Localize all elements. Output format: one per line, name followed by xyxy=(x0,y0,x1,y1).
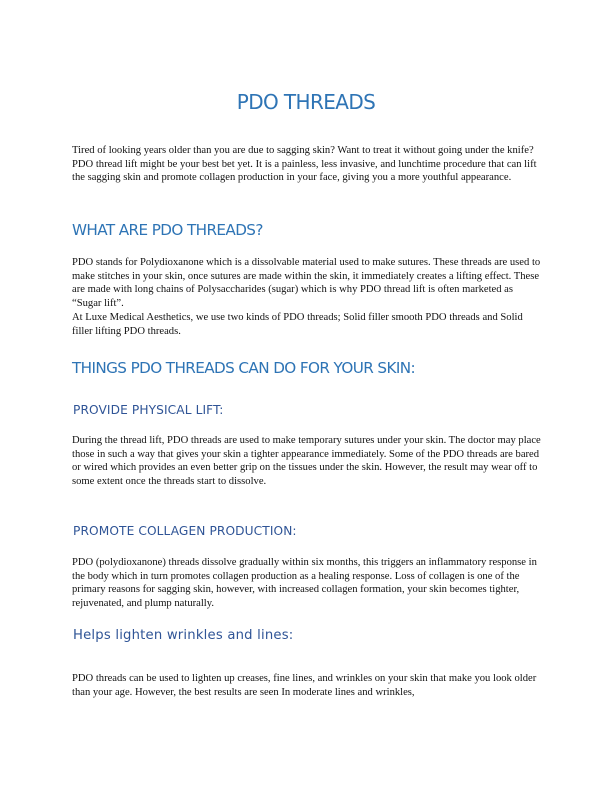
heading-what-are-pdo-threads: WHAT ARE PDO THREADS? xyxy=(72,221,263,239)
subheading-physical-lift: PROVIDE PHYSICAL LIFT: xyxy=(73,403,224,417)
page-title: PDO THREADS xyxy=(236,90,376,114)
wrinkles-paragraph: PDO threads can be used to lighten up creases, fine lines, and wrinkles on your skin that make you look older than your age. However, the best results are seen In moderate lines and wrinkles, xyxy=(72,673,537,698)
subheading-wrinkles-lines: Helps lighten wrinkles and lines: xyxy=(73,628,294,643)
what-are-paragraph-2: At Luxe Medical Aesthetics, we use two kinds of PDO threads; Solid filler smooth PDO threads and Solid filler lifting PDO threads. xyxy=(72,312,523,337)
what-are-paragraph-1: PDO stands for Polydioxanone which is a dissolvable material used to make sutures. These threads are used to make stitches in your skin, once sutures are made within the skin, it immediately creates a lifting effect. These are made with long chains of Polysaccharides (sugar) which is why PDO thread lift is often marketed as “Sugar lift”. xyxy=(72,257,541,309)
physical-lift-paragraph: During the thread lift, PDO threads are used to make temporary sutures under your skin. The doctor may place those in such a way that gives your skin a tighter appearance immediately. Some of the PDO threads are bared or wired which provides an even better grip on the tissues under the skin. However, the result may wear off to some extent once the threads start to dissolve. xyxy=(72,435,541,487)
heading-things-pdo-can-do: THINGS PDO THREADS CAN DO FOR YOUR SKIN: xyxy=(72,359,415,377)
collagen-paragraph: PDO (polydioxanone) threads dissolve gradually within six months, this triggers an inflammatory response in the body which in turn promotes collagen production as a healing response. Loss of collagen is one of the primary reasons for sagging skin, however, with increased collagen formation, your skin becomes tighter, rejuvenated, and plump naturally. xyxy=(72,557,537,609)
intro-paragraph: Tired of looking years older than you are due to sagging skin? Want to treat it without going under the knife? PDO thread lift might be your best bet yet. It is a painless, less invasive, and lunchtime procedure that can lift the sagging skin and promote collagen production in your face, giving you a more youthful appearance. xyxy=(72,145,537,184)
subheading-collagen-production: PROMOTE COLLAGEN PRODUCTION: xyxy=(73,524,297,538)
